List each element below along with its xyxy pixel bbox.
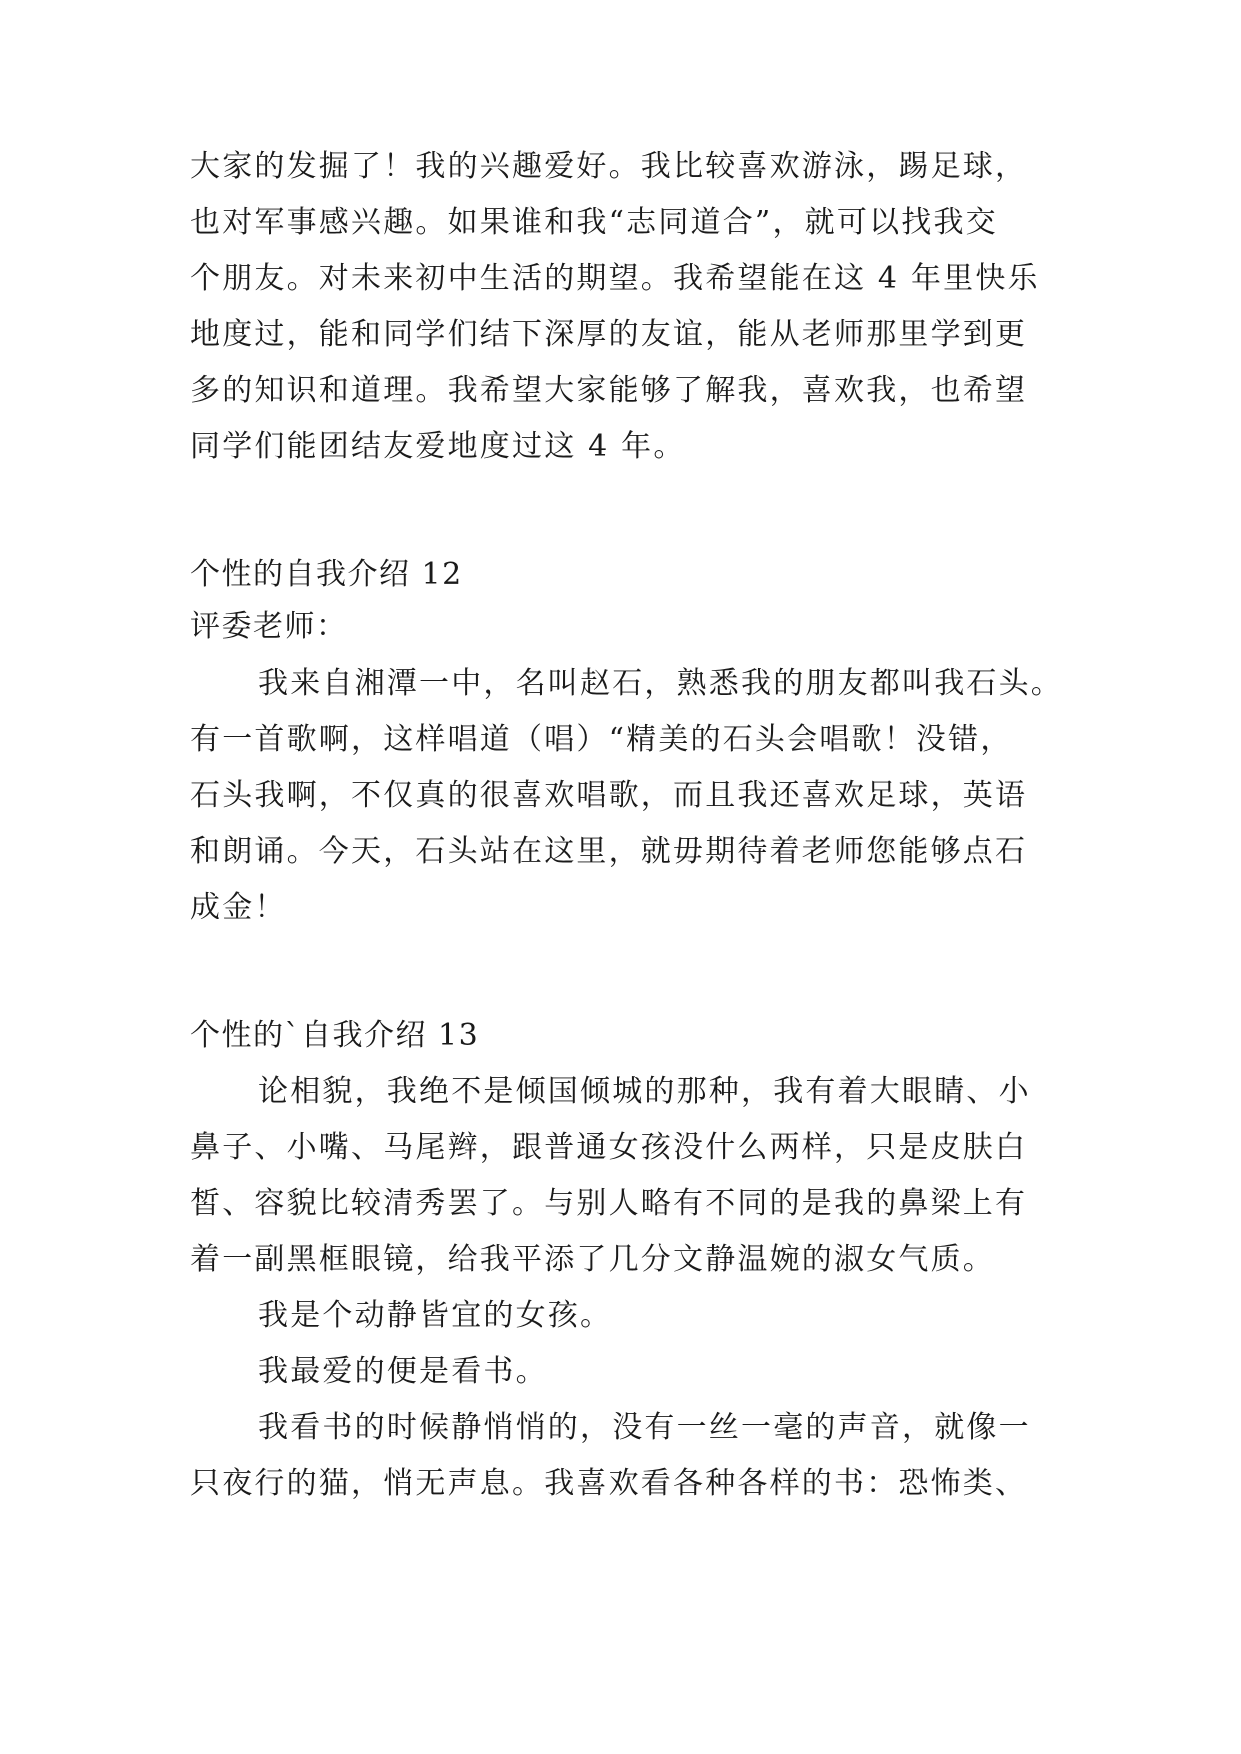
paragraph-line: 我是个动静皆宜的女孩。: [258, 1298, 613, 1333]
paragraph-line: 我看书的时候静悄悄的，没有一丝一毫的声音，就像一: [258, 1410, 1031, 1445]
paragraph-line: 鼻子、小嘴、马尾辫，跟普通女孩没什么两样，只是皮肤白: [190, 1130, 1028, 1165]
paragraph-line: 大家的发掘了！我的兴趣爱好。我比较喜欢游泳，踢足球，: [190, 149, 1028, 184]
salutation: 评委老师：: [190, 609, 348, 644]
paragraph-line: 论相貌，我绝不是倾国倾城的那种，我有着大眼睛、小: [258, 1074, 1031, 1109]
paragraph-line: 我最爱的便是看书。: [258, 1354, 548, 1389]
paragraph-line: 皙、容貌比较清秀罢了。与别人略有不同的是我的鼻梁上有: [190, 1186, 1028, 1221]
paragraph-line: 多的知识和道理。我希望大家能够了解我，喜欢我，也希望: [190, 373, 1028, 408]
paragraph-line: 地度过，能和同学们结下深厚的友谊，能从老师那里学到更: [190, 317, 1028, 352]
paragraph-line: 着一副黑框眼镜，给我平添了几分文静温婉的淑女气质。: [190, 1242, 995, 1277]
paragraph-line: 我来自湘潭一中，名叫赵石，熟悉我的朋友都叫我石头。: [258, 666, 1063, 701]
paragraph-line: 只夜行的猫，悄无声息。我喜欢看各种各样的书：恐怖类、: [190, 1466, 1028, 1501]
section-heading: 个性的自我介绍 12: [190, 557, 463, 592]
paragraph-line: 有一首歌啊，这样唱道（唱）“精美的石头会唱歌！没错，: [190, 722, 1013, 757]
paragraph-line: 个朋友。对未来初中生活的期望。我希望能在这 4 年里快乐: [190, 261, 1040, 296]
paragraph-line: 和朗诵。今天，石头站在这里，就毋期待着老师您能够点石: [190, 834, 1028, 869]
paragraph-line: 同学们能团结友爱地度过这 4 年。: [190, 429, 686, 464]
paragraph-line: 也对军事感兴趣。如果谁和我“志同道合”，就可以找我交: [190, 205, 998, 240]
paragraph-line: 石头我啊，不仅真的很喜欢唱歌，而且我还喜欢足球，英语: [190, 778, 1028, 813]
paragraph-line: 成金！: [190, 890, 287, 925]
section-heading: 个性的`自我介绍 13: [190, 1018, 480, 1053]
